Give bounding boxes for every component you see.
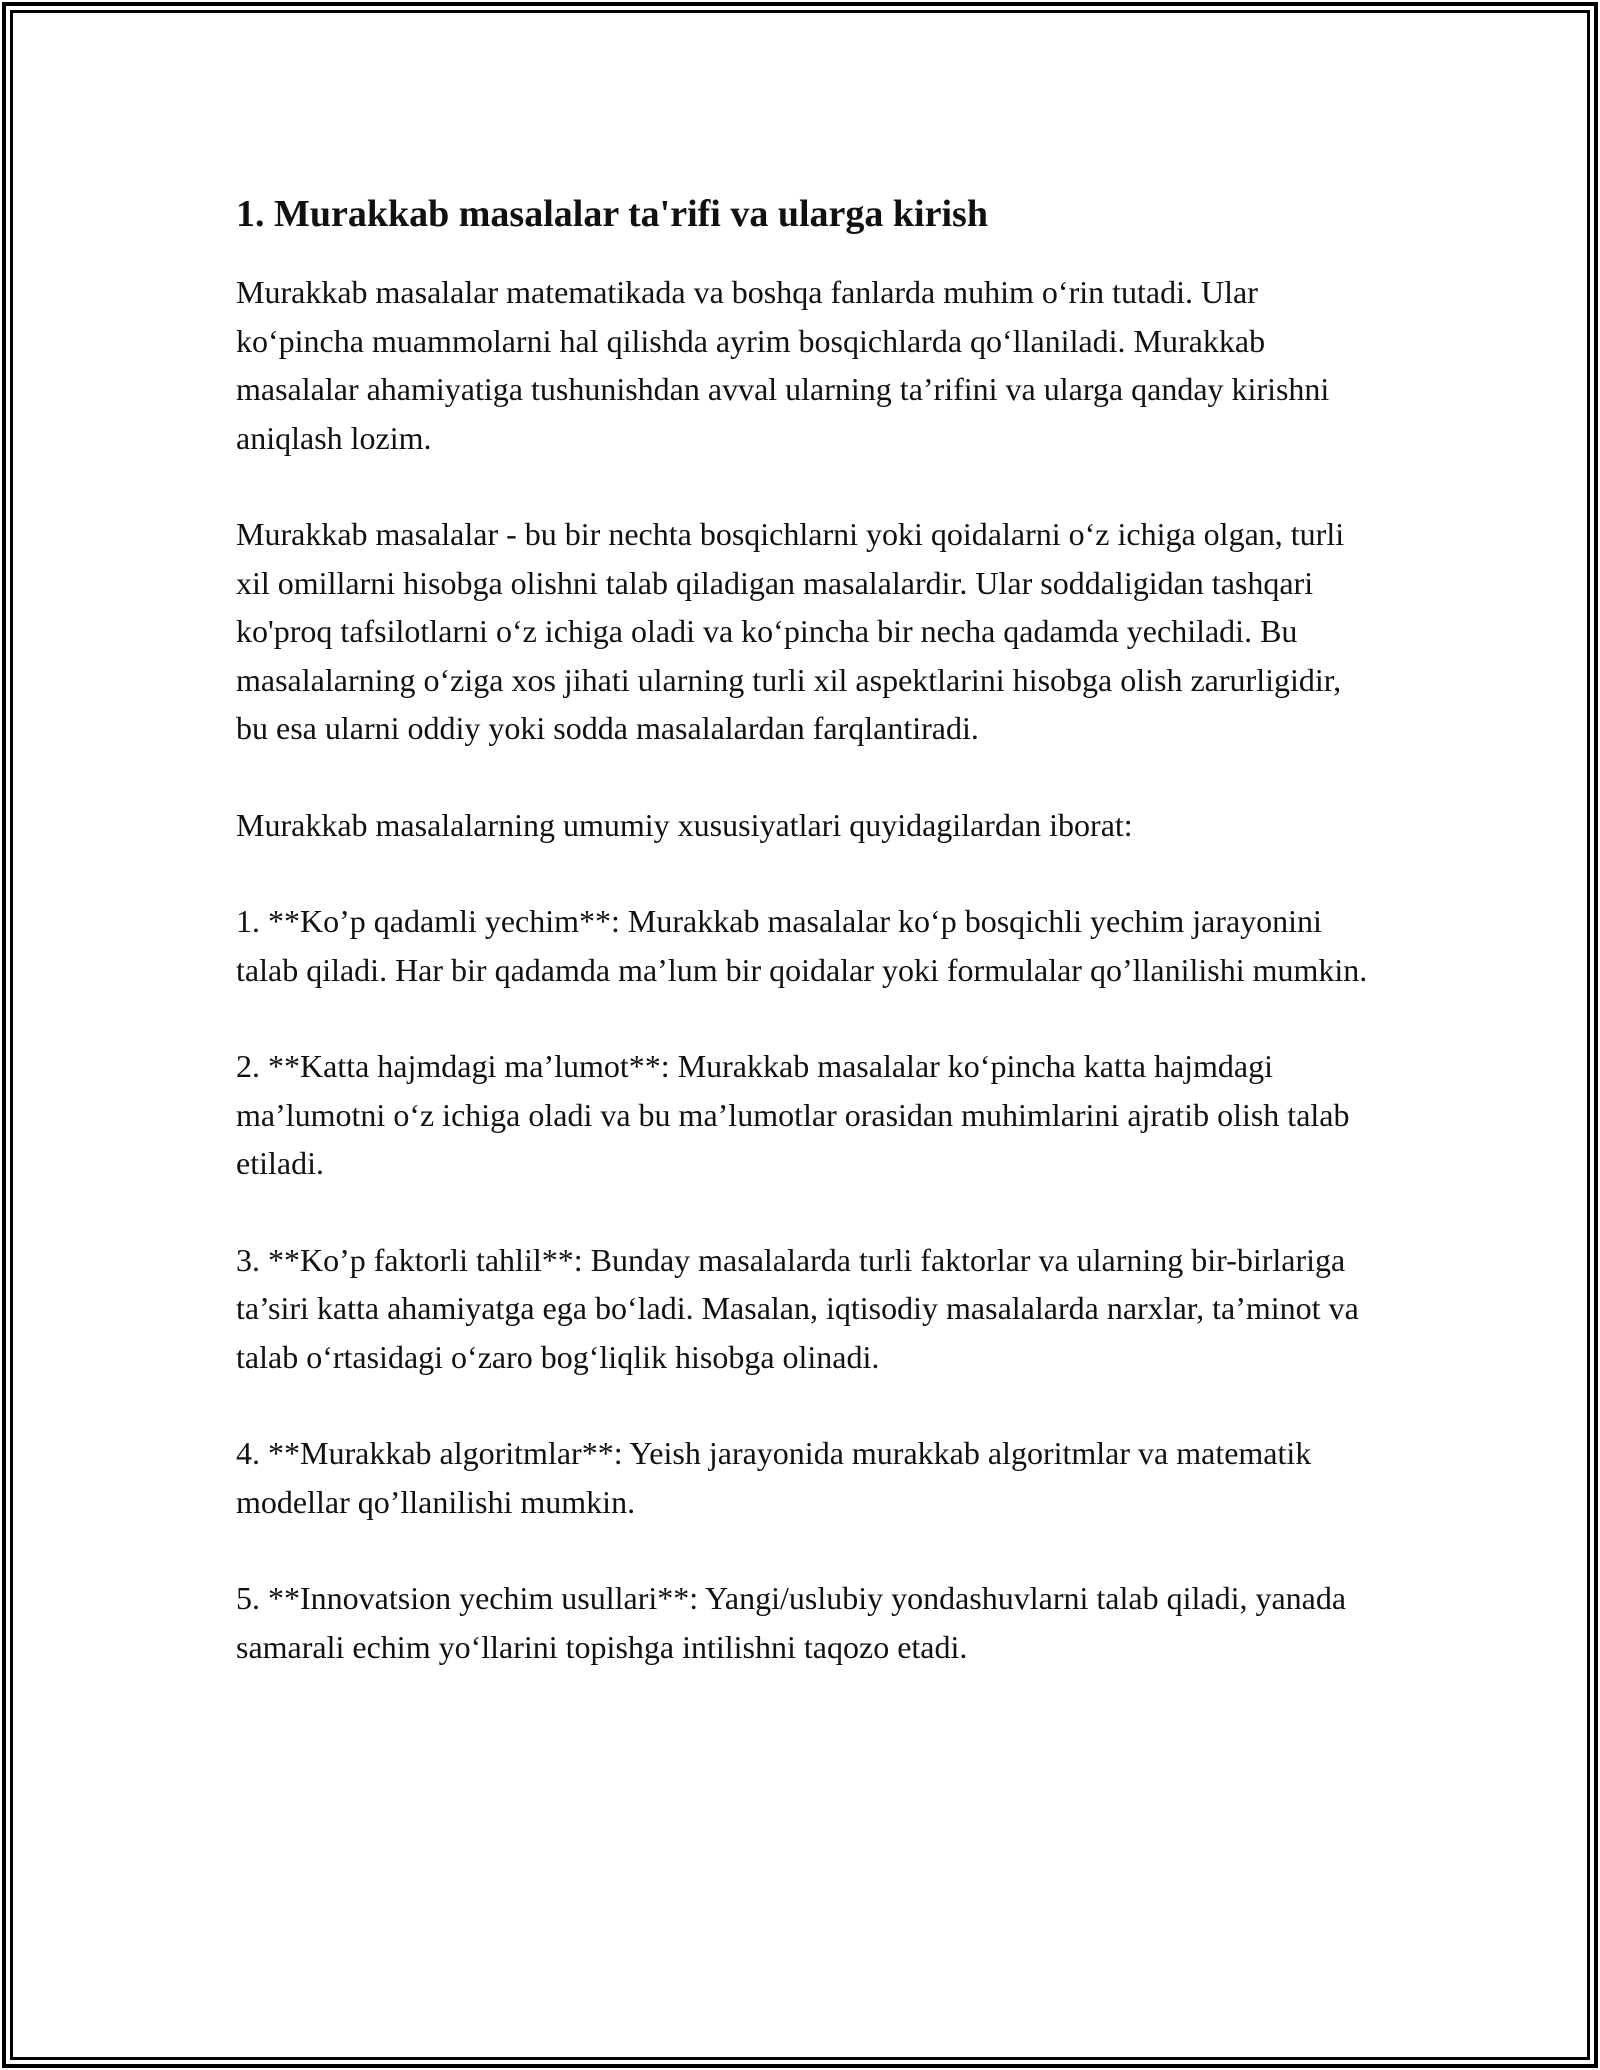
list-item-2: 2. **Katta hajmdagi ma’lumot**: Murakkab masalalar ko‘pincha katta hajmdagi ma’lumotni o‘z ichiga oladi va bu ma’lumotlar orasidan muhimlarini ajratib olish talab etiladi. bbox=[236, 1048, 1350, 1181]
list-item-1: 1. **Ko’p qadamli yechim**: Murakkab masalalar ko‘p bosqichli yechim jarayonini talab qiladi. Har bir qadamda ma’lum bir qoidalar yoki formulalar qo’llanilishi mumkin. bbox=[236, 903, 1368, 988]
document-body bbox=[236, 186, 1376, 1719]
list-item-5: 5. **Innovatsion yechim usullari**: Yangi/uslubiy yondashuvlarni talab qiladi, yanada samarali echim yo‘llarini topishga intilishni taqozo etadi. bbox=[236, 1580, 1347, 1665]
paragraph-intro: Murakkab masalalar matematikada va boshqa fanlarda muhim o‘rin tutadi. Ular ko‘pincha muammolarni hal qilishda ayrim bosqichlarda qo‘llaniladi. Murakkab masalalar ahamiyatiga tushunishdan avval ularning ta’rifini va ularga qanday kirishni aniqlash lozim. bbox=[236, 274, 1330, 456]
list-item-3: 3. **Ko’p faktorli tahlil**: Bunday masalalarda turli faktorlar va ularning bir-birlariga ta’siri katta ahamiyatga ega bo‘ladi. Masalan, iqtisodiy masalalarda narxlar, ta’minot va talab o‘rtasidagi o‘zaro bog‘liqlik hisobga olinadi. bbox=[236, 1241, 1359, 1375]
paragraph-features-lead: Murakkab masalalarning umumiy xususiyatlari quyidagilardan iborat: bbox=[236, 806, 1133, 843]
list-item-4: 4. **Murakkab algoritmlar**: Yeish jarayonida murakkab algoritmlar va matematik modellar qo’llanilishi mumkin. bbox=[236, 1435, 1312, 1520]
paragraph-definition: Murakkab masalalar - bu bir nechta bosqichlarni yoki qoidalarni o‘z ichiga olgan, turli xil omillarni hisobga olishni talab qiladigan masalalardir. Ular soddaligidan tashqari ko'proq tafsilotlarni o‘z ichiga oladi va ko‘pincha bir necha qadamda yechiladi. Bu masalalarning o‘ziga xos jihati ularning turli xil aspektlarini hisobga olish zarurligidir, bu esa ularni oddiy yoki sodda masalalardan farqlantiradi. bbox=[236, 516, 1345, 746]
section-heading: 1. Murakkab masalalar ta'rifi va ularga kirish bbox=[236, 193, 988, 235]
